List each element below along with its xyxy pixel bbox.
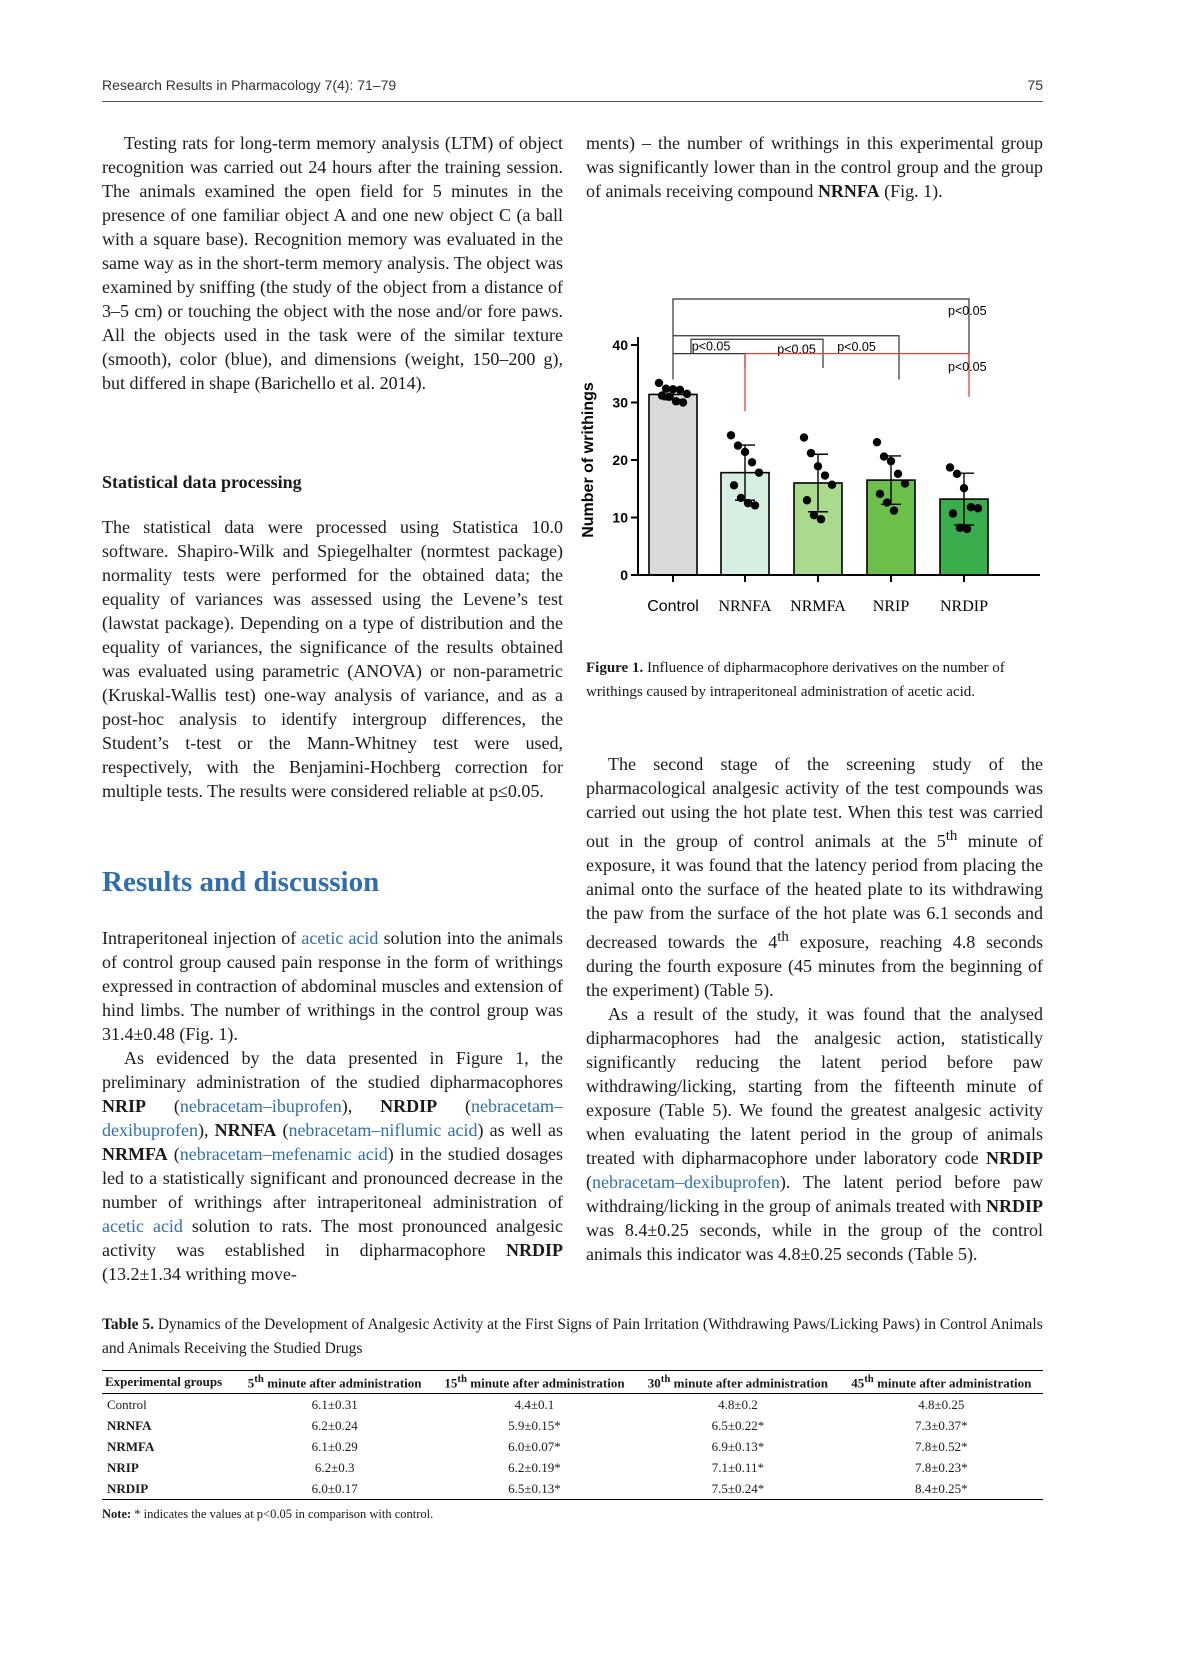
table-row xyxy=(102,1478,1043,1500)
table-header: 15th minute after administration xyxy=(433,1371,636,1394)
right-column-top xyxy=(586,131,1043,203)
left-column-results xyxy=(102,926,563,1286)
link-acetic-acid-2[interactable]: acetic acid xyxy=(102,1216,183,1236)
data-point xyxy=(755,468,763,476)
data-point xyxy=(814,462,822,470)
data-point xyxy=(683,390,691,398)
data-point xyxy=(821,471,829,479)
table-cell: 6.9±0.13* xyxy=(711,1438,765,1454)
data-point xyxy=(953,470,961,478)
table-cell: 4.8±0.25 xyxy=(918,1396,965,1412)
p-value-label: p<0.05 xyxy=(948,359,987,374)
table-cell: NRIP xyxy=(107,1459,139,1475)
subheading-statistical: Statistical data processing xyxy=(102,472,302,492)
header-rule xyxy=(102,101,1043,102)
section-heading-results: Results and discussion xyxy=(102,866,380,898)
data-point xyxy=(730,481,738,489)
data-point xyxy=(880,452,888,460)
data-point xyxy=(751,501,759,509)
table-header: 5th minute after administration xyxy=(237,1371,433,1394)
table-cell: NRMFA xyxy=(107,1438,155,1454)
journal-title: Research Results in Pharmacology 7(4): 71–79 xyxy=(102,77,397,93)
y-axis-label: Number of writhings xyxy=(580,382,597,538)
significance-bracket xyxy=(673,299,969,368)
x-tick-label: NRMFA xyxy=(790,598,846,615)
data-point xyxy=(672,397,680,405)
paragraph-ltm: Testing rats for long-term memory analysis (LTM) of object recognition was carried out 24 hours after the training session. The animals examined the open field for 5 minutes in the presence of one familiar object A and one new object C (a ball with a square base). Recognition memory was evaluated in the same way as in the short-term memory analysis. The object was examined by sniffing (the study of the object from a distance of 3–5 cm) or touching the object with the nose and/or fore paws. All the objects used in the task were of the similar texture (smooth), color (blue), and dimensions (weight, 150–200 g), but differed in shape (Barichello et al. 2014). xyxy=(102,133,563,393)
p-value-label: p<0.05 xyxy=(777,342,816,357)
data-point xyxy=(658,391,666,399)
data-point xyxy=(803,496,811,504)
right-column-hotplate xyxy=(586,752,1043,1266)
table-cell: 7.5±0.24* xyxy=(636,1478,839,1500)
figure-caption: Figure 1. Influence of dipharmacophore derivatives on the number of writhings caused by intraperitoneal administration of acetic acid. xyxy=(586,660,1005,700)
data-point xyxy=(963,525,971,533)
link-nebracetam-mefenamic[interactable]: nebracetam–mefenamic acid xyxy=(179,1144,388,1164)
table-row xyxy=(102,1394,1043,1416)
x-tick-label: NRNFA xyxy=(718,598,772,615)
table-header: 45th minute after administration xyxy=(840,1371,1043,1394)
x-tick-label: Control xyxy=(647,598,699,615)
data-point xyxy=(741,448,749,456)
table-cell: 6.5±0.13* xyxy=(433,1478,636,1500)
table-cell: 6.2±0.3 xyxy=(314,1459,355,1475)
data-point xyxy=(887,457,895,465)
table-cell: 6.2±0.24 xyxy=(311,1417,358,1433)
link-acetic-acid[interactable]: acetic acid xyxy=(301,928,379,948)
y-tick-label: 20 xyxy=(612,452,628,468)
data-point xyxy=(883,498,891,506)
data-point xyxy=(946,463,954,471)
table-cell: Control xyxy=(107,1396,147,1412)
data-point xyxy=(810,511,818,519)
table-row xyxy=(102,1415,1043,1436)
data-point xyxy=(817,515,825,523)
data-point xyxy=(748,458,756,466)
table-row xyxy=(102,1457,1043,1478)
y-tick-label: 0 xyxy=(620,567,628,583)
data-point xyxy=(727,431,735,439)
table-row xyxy=(102,1436,1043,1457)
running-header xyxy=(102,77,1043,97)
table-header: Experimental groups xyxy=(102,1371,237,1394)
table-cell: 5.9±0.15* xyxy=(508,1417,561,1433)
left-column-stats xyxy=(102,515,563,803)
data-point xyxy=(665,393,673,401)
table-cell: 7.8±0.52* xyxy=(914,1438,968,1454)
significance-bracket-red xyxy=(745,354,969,412)
data-point xyxy=(901,479,909,487)
data-point xyxy=(800,433,808,441)
p-value-label: p<0.05 xyxy=(948,304,987,318)
left-column-top xyxy=(102,131,563,395)
table-cell: 6.2±0.19* xyxy=(508,1459,561,1475)
data-point xyxy=(894,470,902,478)
data-point xyxy=(734,441,742,449)
bar xyxy=(649,394,697,575)
p-value-label: p<0.05 xyxy=(837,339,876,354)
table-cell: 8.4±0.25* xyxy=(840,1478,1043,1500)
data-point xyxy=(967,503,975,511)
link-nebracetam-ibuprofen[interactable]: nebracetam–ibuprofen xyxy=(179,1096,342,1116)
data-point xyxy=(956,524,964,532)
paragraph-acetic: Intraperitoneal injection of acetic acid solution into the animals of control group caused pain response in the form of writhings expressed in contraction of abdominal muscles and extension of hind limbs. The number of writhings in the control group was 31.4±0.48 (Fig. 1). xyxy=(102,928,563,1044)
paragraph-evidence: As evidenced by the data presented in Figure 1, the preliminary administration of the studied dipharmacophores NRIP (nebracetam–ibuprofen), NRDIP (nebracetam–dexibuprofen), NRNFA (nebracetam–niflumic acid) as well as NRMFA (nebracetam–mefenamic acid) in the studied dosages led to a statistically significant and pronounced decrease in the number of writhings after intraperitoneal administration of acetic acid solution to rats. The most pronounced analgesic activity was established in dipharmacophore NRDIP (13.2±1.34 writhing move- xyxy=(102,1048,563,1284)
data-point xyxy=(655,379,663,387)
y-tick-label: 40 xyxy=(612,337,628,353)
table-cell: NRNFA xyxy=(107,1417,152,1433)
data-point xyxy=(676,386,684,394)
significance-bracket xyxy=(673,354,745,380)
y-tick-label: 10 xyxy=(612,509,628,526)
table-cell: 6.0±0.17 xyxy=(237,1478,433,1500)
data-point xyxy=(949,509,957,517)
data-point xyxy=(679,398,687,406)
table-cell: 7.8±0.23* xyxy=(914,1459,968,1475)
table-note: Note: * indicates the values at p<0.05 in comparison with control. xyxy=(102,1507,434,1521)
table-header-row xyxy=(102,1371,1043,1394)
page-number: 75 xyxy=(1027,77,1043,93)
p-value-label: p<0.05 xyxy=(691,339,731,354)
table-cell: 6.0±0.07* xyxy=(508,1438,561,1454)
table-cell: 6.1±0.29 xyxy=(311,1438,358,1454)
data-point xyxy=(974,504,982,512)
data-point xyxy=(737,494,745,502)
table-cell: 4.8±0.2 xyxy=(718,1396,758,1412)
table-cell: 6.5±0.22* xyxy=(711,1417,765,1433)
table-cell: 7.3±0.37* xyxy=(914,1417,968,1433)
table-caption: Table 5. Dynamics of the Development of Analgesic Activity at the First Signs of Pain Irritation (Withdrawing Paws/Licking Paws) in Control Animals and Animals Receiving the Studied Drugs xyxy=(102,1316,1043,1357)
data-point xyxy=(873,438,881,446)
paragraph-hot-plate: The second stage of the screening study of the pharmacological analgesic activity of the test compounds was carried out using the hot plate test. When this test was carried out in the group of control animals at the 5th minute of exposure, it was found that the latency period from placing the animal onto the surface of the heated plate to its withdrawing the paw from the surface of the hot plate was 6.1 seconds and decreased towards the 4th exposure, reaching 4.8 seconds during the fourth exposure (45 minutes from the beginning of the experiment) (Table 5). xyxy=(586,754,1043,1000)
x-tick-label: NRIP xyxy=(872,598,910,615)
data-point xyxy=(807,449,815,457)
link-nebracetam-dexibuprofen[interactable]: nebracetam–dexibuprofen xyxy=(102,1096,563,1140)
paragraph-statistics: The statistical data were processed using Statistica 10.0 software. Shapiro-Wilk and Spiegelhalter (normtest package) normality tests were performed for the obtained data; the equality of variances was assessed using the Levene’s test (lawstat package). Depending on a type of distribution and the equality of variances, the significance of the results obtained was evaluated using parametric (ANOVA) or non-parametric (Kruskal-Wallis test) one-way analysis of variance, and as a post-hoc analysis to identify intergroup differences, the Student’s t-test or the Mann-Whitney test were used, respectively, with the Benjamini-Hochberg correction for multiple tests. The results were considered reliable at p≤0.05. xyxy=(102,517,563,801)
paragraph-continuation: ments) – the number of writhings in this experimental group was significantly lower than in the control group and the group of animals receiving compound NRNFA (Fig. 1). xyxy=(586,133,1043,201)
table-header: 30th minute after administration xyxy=(636,1371,839,1394)
data-point xyxy=(828,481,836,489)
link-nebracetam-niflumic[interactable]: nebracetam–niflumic acid xyxy=(288,1120,478,1140)
link-nebracetam-dexibuprofen-2[interactable]: nebracetam–dexibuprofen xyxy=(592,1172,780,1192)
x-tick-label: NRDIP xyxy=(939,598,989,615)
table-cell: 7.1±0.11* xyxy=(711,1459,764,1475)
table-cell: NRDIP xyxy=(102,1478,237,1500)
data-point xyxy=(960,484,968,492)
data-point xyxy=(890,506,898,514)
table-cell: 4.4±0.1 xyxy=(514,1396,555,1412)
data-point xyxy=(876,490,884,498)
figure-1-chart xyxy=(580,268,1050,628)
paragraph-analgesic: As a result of the study, it was found that the analysed dipharmacophores had the analgesic action, statistically significantly reducing the latent period before paw withdrawing/licking, starting from the fifteenth minute of exposure (Table 5). We found the greatest analgesic activity when evaluating the latent period in the group of animals treated with dipharmacophore under laboratory code NRDIP (nebracetam–dexibuprofen). The latent period before paw withdraing/licking in the group of animals treated with NRDIP was 8.4±0.25 seconds, while in the group of the control animals this indicator was 4.8±0.25 seconds (Table 5). xyxy=(586,1004,1043,1264)
table-cell: 6.1±0.31 xyxy=(311,1396,358,1412)
table-5 xyxy=(102,1370,1043,1500)
y-tick-label: 30 xyxy=(612,394,628,411)
